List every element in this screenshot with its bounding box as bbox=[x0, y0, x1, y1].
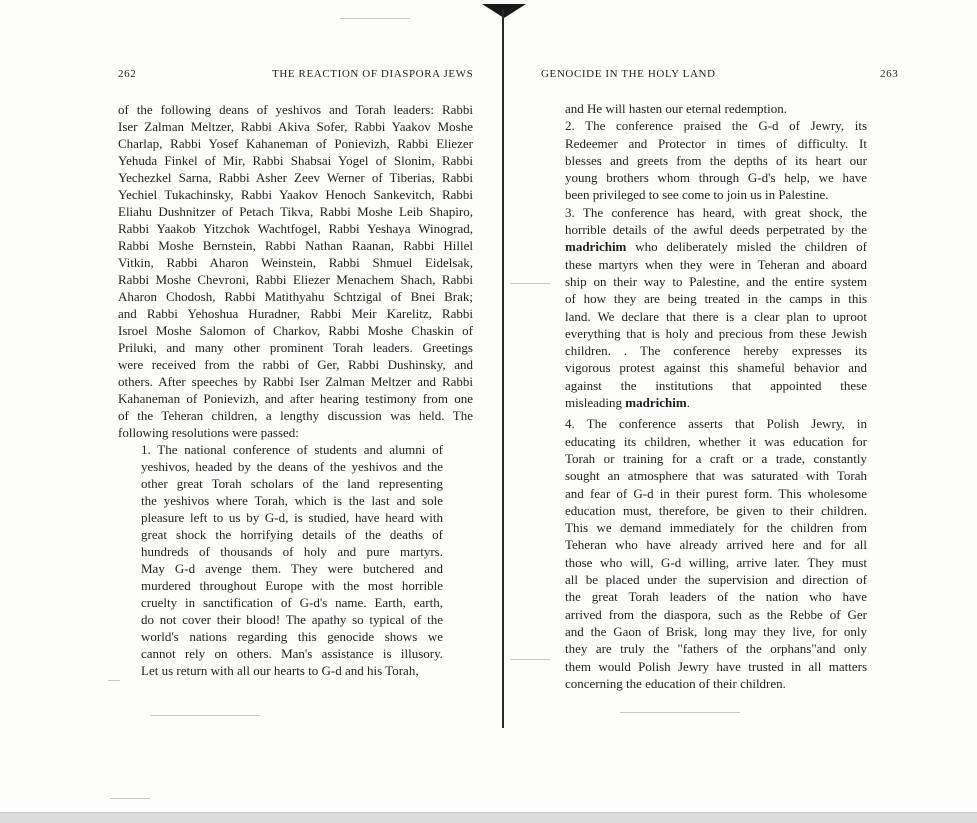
text-line: Torah or training for a craft or a trade, constantly bbox=[565, 450, 867, 466]
text-line: Priluki, and many other prominent Torah leaders. Greetings bbox=[118, 340, 473, 355]
scan-speck bbox=[150, 715, 260, 716]
text-line: do not cover their blood! The apathy so typical of the bbox=[141, 612, 443, 627]
book-gutter bbox=[502, 10, 504, 728]
left-body-text bbox=[118, 101, 473, 441]
scan-speck bbox=[510, 283, 550, 284]
text-line: and He will hasten our eternal redemption. bbox=[565, 101, 788, 116]
text-line: Yechiel Tukachinsky, Rabbi Yaakov Henoch Sankevitch, Rabbi bbox=[118, 187, 473, 202]
text-line: Redeemer and Protector in times of difficulty. It bbox=[565, 135, 867, 151]
bold-term: madrichim bbox=[565, 239, 627, 255]
text-line: were received from the rabbi of Ger, Rabbi Dushinsky, and bbox=[118, 357, 473, 372]
text-line: against the institutions that appointed these bbox=[565, 377, 867, 393]
text-line: 2. The conference praised the G-d of Jewry, its bbox=[565, 118, 867, 134]
scan-speck bbox=[620, 712, 740, 713]
text-line: those who will, G-d willing, arrive later. They must bbox=[565, 554, 867, 570]
text-line: land. We declare that there is a clear plan to uproot bbox=[565, 308, 867, 324]
text-line: others. After speeches by Rabbi Iser Zalman Meltzer and Rabbi bbox=[118, 374, 473, 389]
text-line: Yehuda Finkel of Mir, Rabbi Shabsai Yogel of Slonim, Rabbi bbox=[118, 153, 473, 168]
scan-speck bbox=[340, 18, 410, 19]
text-line: the great Torah leaders of the nation who have bbox=[565, 589, 867, 605]
text-line: Kahaneman of Ponievizh, and after hearing testimony from one bbox=[118, 391, 473, 406]
text-line: Aharon Chodosh, Rabbi Matithyahu Schtzigal of Bnei Brak; bbox=[118, 289, 473, 304]
text-line: vigorous protest against this shameful behavior and bbox=[565, 360, 867, 376]
text-line: young brothers whom through G-d's help, we have bbox=[565, 170, 867, 186]
text-line: arrived from the diaspora, such as the Rebbe of Ger bbox=[565, 606, 867, 622]
text-line: 1. The national conference of students and alumni of bbox=[141, 442, 443, 457]
text-line: educating its children, whether it was education for bbox=[565, 433, 867, 449]
text-line: everything that is holy and precious from these Jewish bbox=[565, 325, 867, 341]
text-line: of the Teheran children, a lengthy discussion was held. The bbox=[118, 408, 473, 423]
text-fragment: who deliberately misled the children of bbox=[626, 239, 867, 255]
text-line: murdered throughout Europe with the most horrible bbox=[141, 578, 443, 593]
text-line: This we demand immediately for the children from bbox=[565, 520, 867, 536]
text-line: them would Polish Jewry have trusted in all matters bbox=[565, 658, 867, 674]
scan-speck bbox=[110, 798, 150, 799]
text-line: Rabbi Yaakob Yitzchok Wachtfogel, Rabbi Yeshaya Winograd, bbox=[118, 221, 473, 236]
text-line: hundreds of thousands of holy and pure martyrs. bbox=[141, 544, 443, 559]
text-line: Eliahu Dushnitzer of Petach Tikva, Rabbi Moshe Leib Shapiro, bbox=[118, 204, 473, 219]
viewer-bottom-edge bbox=[0, 812, 977, 823]
text-line: blesses and greets from the depths of its heart our bbox=[565, 152, 867, 168]
text-line: of how they are being treated in the camps in this bbox=[565, 291, 867, 307]
text-line: May G-d avenge them. They were butchered and bbox=[141, 561, 443, 576]
right-body-text bbox=[565, 100, 867, 692]
text-line: ship on their way to Palestine, and the entire system bbox=[565, 273, 867, 289]
text-line: sought an atmosphere that was saturated with Torah bbox=[565, 468, 867, 484]
text-line bbox=[565, 394, 867, 411]
text-line: Rabbi Moshe Bernstein, Rabbi Nathan Raanan, Rabbi Hillel bbox=[118, 238, 473, 253]
text-line bbox=[565, 238, 867, 255]
text-line: these martyrs when they were in Teheran and aboard bbox=[565, 256, 867, 272]
text-line: pleasure left to us by G-d, is studied, have heard with bbox=[141, 510, 443, 525]
text-line: all be placed under the supervision and direction of bbox=[565, 572, 867, 588]
text-line: horrible details of the awful deeds perpetrated by the bbox=[565, 222, 867, 238]
text-line: Iser Zalman Meltzer, Rabbi Akiva Sofer, Rabbi Yaakov Moshe bbox=[118, 119, 473, 134]
text-fragment: . bbox=[686, 395, 690, 411]
text-line: great shock the horrifying details of the deaths of bbox=[141, 527, 443, 542]
right-running-head: GENOCIDE IN THE HOLY LAND bbox=[541, 68, 716, 80]
text-line: and the Gaon of Brisk, long may they live, for only bbox=[565, 623, 867, 639]
scan-speck bbox=[510, 659, 550, 660]
bold-term: madrichim bbox=[625, 395, 687, 411]
text-line: following resolutions were passed: bbox=[118, 425, 299, 440]
gutter-shadow-top bbox=[482, 4, 526, 18]
text-line: 4. The conference asserts that Polish Jewry, in bbox=[565, 416, 867, 432]
text-line: Teheran who have already arrived here and for all bbox=[565, 537, 867, 553]
scan-speck bbox=[108, 680, 120, 681]
text-line: and fear of G-d in their purest form. This wholesome bbox=[565, 485, 867, 501]
text-line: 3. The conference has heard, with great shock, the bbox=[565, 204, 867, 220]
text-line: concerning the education of their children. bbox=[565, 675, 786, 691]
text-line: been privileged to see come to join us in Palestine. bbox=[565, 187, 829, 203]
text-line: world's nations regarding this genocide shows we bbox=[141, 629, 443, 644]
text-line: cruelty in sanctification of G-d's name. Earth, earth, bbox=[141, 595, 443, 610]
text-line: Charlap, Rabbi Yosef Kahaneman of Ponievizh, Rabbi Eliezer bbox=[118, 136, 473, 151]
resolution-1-block bbox=[141, 441, 443, 679]
text-fragment: misleading bbox=[565, 395, 626, 411]
text-line: Let us return with all our hearts to G-d and his Torah, bbox=[141, 663, 419, 678]
text-line: Yechezkel Sarna, Rabbi Asher Zeev Werner of Tiberias, Rabbi bbox=[118, 170, 473, 185]
text-line: children. . The conference hereby expresses its bbox=[565, 343, 867, 359]
text-line: the yeshivos where Torah, which is the last and sole bbox=[141, 493, 443, 508]
text-line: education must, therefore, be given to their children. bbox=[565, 502, 867, 518]
text-line: yeshivos, headed by the deans of the yeshivos and the bbox=[141, 459, 443, 474]
text-line: Rabbi Moshe Chevroni, Rabbi Eliezer Menachem Shach, Rabbi bbox=[118, 272, 473, 287]
right-page-number: 263 bbox=[880, 68, 899, 80]
text-line: they are truly the "fathers of the orphans"and only bbox=[565, 641, 867, 657]
text-line: Isroel Moshe Salomon of Charkov, Rabbi Moshe Chaskin of bbox=[118, 323, 473, 338]
left-running-head: THE REACTION OF DIASPORA JEWS bbox=[272, 68, 474, 80]
text-line: and Rabbi Yehoshua Huradner, Rabbi Meir Karelitz, Rabbi bbox=[118, 306, 473, 321]
left-page-number: 262 bbox=[118, 68, 137, 80]
text-line: other great Torah scholars of the land representing bbox=[141, 476, 443, 491]
text-line: Vitkin, Rabbi Aharon Weinstein, Rabbi Shmuel Eidelsak, bbox=[118, 255, 473, 270]
text-line: cannot rely on others. Man's assistance is illusory. bbox=[141, 646, 443, 661]
text-line: of the following deans of yeshivos and Torah leaders: Rabbi bbox=[118, 102, 473, 117]
